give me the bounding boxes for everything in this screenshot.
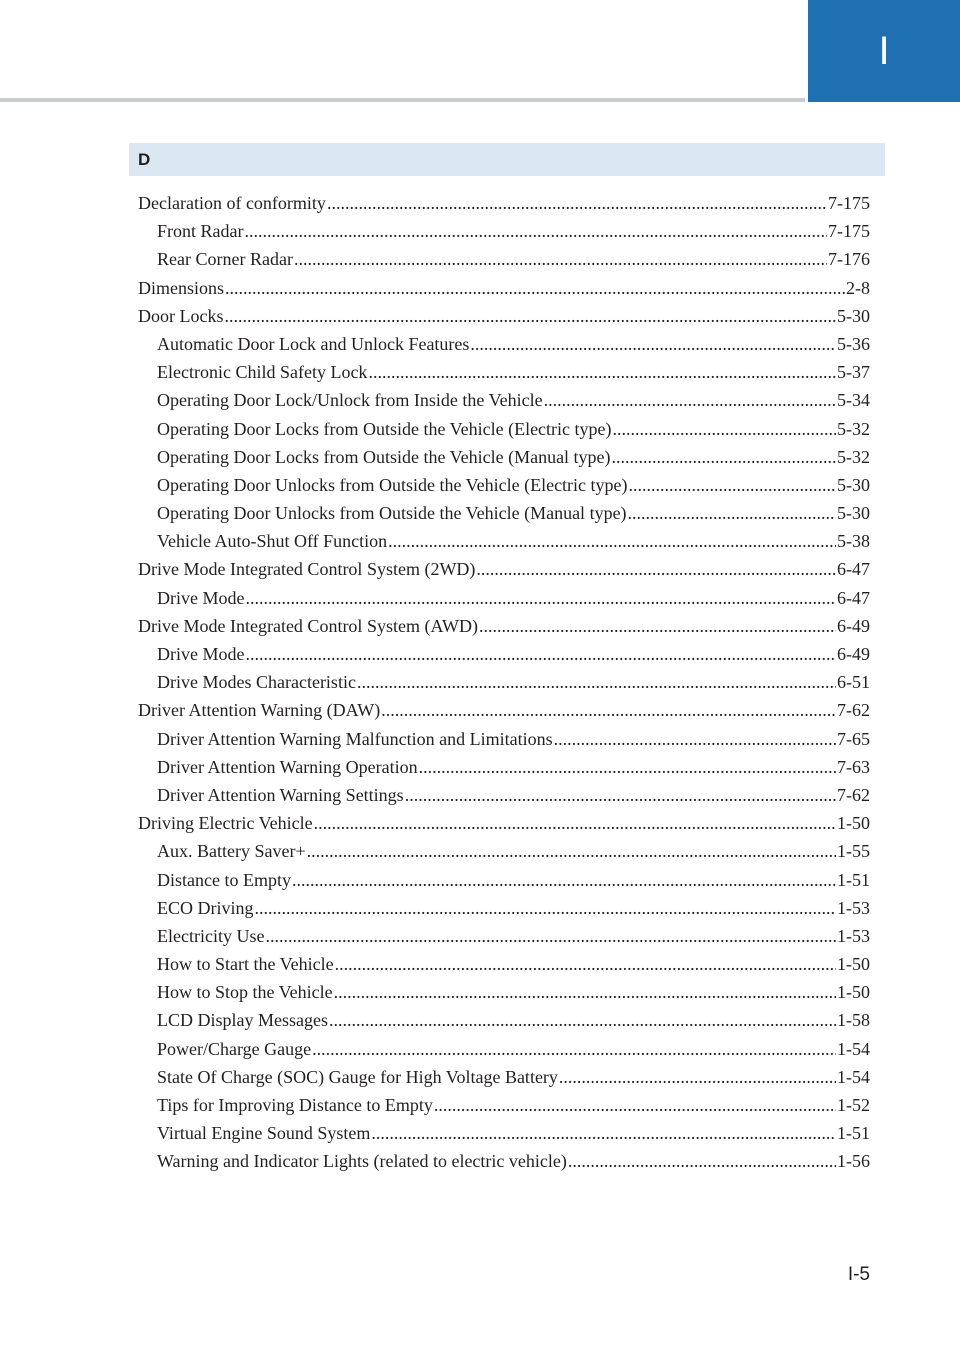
entry-page: 5-34 <box>837 390 870 411</box>
dot-leader <box>470 330 836 358</box>
entry-title: Power/Charge Gauge <box>157 1038 312 1059</box>
index-entry[interactable] <box>138 866 870 894</box>
entry-title: Warning and Indicator Lights (related to electric vehicle) <box>157 1151 567 1172</box>
entry-page: 1-54 <box>837 1066 870 1087</box>
dot-leader <box>388 527 836 555</box>
page-number: I-5 <box>847 1264 870 1285</box>
dot-leader <box>629 471 836 499</box>
entry-page: 1-52 <box>837 1095 870 1115</box>
index-entry[interactable] <box>138 274 870 302</box>
entry-page: 5-30 <box>837 305 870 326</box>
entry-title: How to Stop the Vehicle <box>157 982 333 1003</box>
dot-leader <box>224 302 836 330</box>
index-entry[interactable] <box>138 753 870 781</box>
index-entry[interactable] <box>138 894 870 922</box>
dot-leader <box>476 555 836 583</box>
entry-page: 7-62 <box>837 784 870 805</box>
index-entry[interactable] <box>138 1035 870 1063</box>
index-entry[interactable] <box>138 217 870 245</box>
entry-title: Driving Electric Vehicle <box>138 813 313 834</box>
dot-leader <box>554 725 836 753</box>
entry-page: 1-55 <box>837 841 870 862</box>
entry-title: Electricity Use <box>157 925 265 946</box>
entry-title: Virtual Engine Sound System <box>157 1123 371 1144</box>
index-entry[interactable] <box>138 950 870 978</box>
index-entry[interactable] <box>138 443 870 471</box>
index-entry[interactable] <box>138 640 870 668</box>
entry-page: 5-30 <box>837 474 870 495</box>
entry-page: 1-56 <box>837 1151 870 1172</box>
index-entry[interactable] <box>138 725 870 753</box>
entry-title: Drive Mode <box>157 644 245 664</box>
entry-title: Electronic Child Safety Lock <box>157 362 368 383</box>
entry-page: 6-47 <box>837 559 870 580</box>
index-entry[interactable] <box>138 471 870 499</box>
entry-page: 7-65 <box>837 728 870 749</box>
entry-page: 6-51 <box>837 672 870 693</box>
index-entry[interactable] <box>138 1119 870 1147</box>
dot-leader <box>225 274 845 302</box>
entry-title: State Of Charge (SOC) Gauge for High Voltage Battery <box>157 1066 558 1087</box>
entry-title: Door Locks <box>138 305 224 326</box>
entry-page: 5-37 <box>837 362 870 383</box>
entry-page: 6-49 <box>837 644 870 664</box>
entry-page: 2-8 <box>846 277 870 298</box>
dot-leader <box>381 696 836 724</box>
entry-page: 1-53 <box>837 925 870 946</box>
index-entry[interactable] <box>138 584 870 612</box>
entry-title: Aux. Battery Saver+ <box>157 841 306 862</box>
dot-leader <box>292 866 836 894</box>
entry-title: Operating Door Unlocks from Outside the Vehicle (Manual type) <box>157 503 627 524</box>
entry-page: 5-32 <box>837 446 870 467</box>
dot-leader <box>245 584 836 612</box>
index-entry[interactable] <box>138 1147 870 1175</box>
index-entry[interactable] <box>138 1063 870 1091</box>
index-entry[interactable] <box>138 978 870 1006</box>
entry-title: Operating Door Locks from Outside the Vehicle (Manual type) <box>157 446 611 467</box>
entry-title: Vehicle Auto-Shut Off Function <box>157 531 388 552</box>
dot-leader <box>312 1035 836 1063</box>
dot-leader <box>244 217 827 245</box>
dot-leader <box>479 612 836 640</box>
entry-title: Rear Corner Radar <box>157 249 293 270</box>
entry-page: 5-36 <box>837 333 870 354</box>
entry-page: 1-50 <box>837 982 870 1003</box>
index-entry[interactable] <box>138 189 870 217</box>
entry-page: 7-176 <box>828 249 870 270</box>
entry-page: 1-54 <box>837 1038 870 1059</box>
dot-leader <box>255 894 837 922</box>
index-entry[interactable] <box>138 386 870 414</box>
entry-title: Distance to Empty <box>157 869 291 890</box>
index-entry[interactable] <box>138 922 870 950</box>
entry-title: Operating Door Unlocks from Outside the Vehicle (Electric type) <box>157 474 628 495</box>
dot-leader <box>265 922 836 950</box>
dot-leader <box>357 668 836 696</box>
dot-leader <box>307 837 836 865</box>
entry-title: Drive Mode Integrated Control System (2WD) <box>138 559 476 580</box>
dot-leader <box>628 499 836 527</box>
dot-leader <box>434 1091 836 1119</box>
entry-title: Operating Door Lock/Unlock from Inside the Vehicle <box>157 390 543 411</box>
index-entry[interactable] <box>138 330 870 358</box>
dot-leader <box>368 358 836 386</box>
dot-leader <box>544 386 836 414</box>
entry-title: Driver Attention Warning Malfunction and Limitations <box>157 728 553 749</box>
dot-leader <box>559 1063 836 1091</box>
entry-title: Drive Mode Integrated Control System (AWD) <box>138 615 478 636</box>
index-entry[interactable] <box>138 245 870 273</box>
entry-page: 7-175 <box>828 221 870 242</box>
entry-page: 5-38 <box>837 531 870 552</box>
section-header: D <box>129 143 885 176</box>
entry-page: 6-47 <box>837 587 870 608</box>
entry-page: 5-32 <box>837 418 870 439</box>
dot-leader <box>405 781 836 809</box>
header-rule <box>0 98 805 102</box>
dot-leader <box>568 1147 836 1175</box>
dot-leader <box>327 189 827 217</box>
index-entry[interactable] <box>138 781 870 809</box>
index-entry[interactable] <box>138 1006 870 1034</box>
dot-leader <box>371 1119 836 1147</box>
entry-page: 1-50 <box>837 954 870 975</box>
entry-title: Driver Attention Warning (DAW) <box>138 700 381 721</box>
entry-title: Driver Attention Warning Settings <box>157 784 404 805</box>
index-entry[interactable] <box>138 612 870 640</box>
entry-page: 7-63 <box>837 756 870 777</box>
entry-title: Drive Mode <box>157 587 245 608</box>
index-entry[interactable] <box>138 499 870 527</box>
entry-title: Drive Modes Characteristic <box>157 672 356 693</box>
dot-leader <box>612 443 836 471</box>
entry-page: 1-53 <box>837 897 870 918</box>
entry-page: 7-62 <box>837 700 870 721</box>
index-tab: I <box>808 0 960 102</box>
index-entry[interactable] <box>138 1091 870 1119</box>
entry-title: Dimensions <box>138 277 225 298</box>
entry-page: 1-51 <box>837 869 870 890</box>
entry-title: Automatic Door Lock and Unlock Features <box>157 333 470 354</box>
entry-title: LCD Display Messages <box>157 1010 328 1031</box>
entry-page: 5-30 <box>837 503 870 524</box>
entry-title: Tips for Improving Distance to Empty <box>157 1095 433 1115</box>
dot-leader <box>335 950 836 978</box>
entry-page: 1-50 <box>837 813 870 834</box>
dot-leader <box>419 753 836 781</box>
dot-leader <box>294 245 827 273</box>
dot-leader <box>245 640 836 668</box>
index-entry[interactable] <box>138 415 870 443</box>
index-entry[interactable] <box>138 809 870 837</box>
dot-leader <box>329 1006 836 1034</box>
index-entry[interactable] <box>138 668 870 696</box>
index-entry[interactable] <box>138 358 870 386</box>
dot-leader <box>334 978 836 1006</box>
entry-page: 1-51 <box>837 1123 870 1144</box>
dot-leader <box>314 809 836 837</box>
entry-page: 6-49 <box>837 615 870 636</box>
entry-page: 7-175 <box>828 193 870 213</box>
entry-title: ECO Driving <box>157 897 254 918</box>
entry-title: How to Start the Vehicle <box>157 954 334 975</box>
entry-title: Declaration of conformity <box>138 193 326 213</box>
index-entry-list <box>138 189 870 1176</box>
entry-title: Operating Door Locks from Outside the Vehicle (Electric type) <box>157 418 612 439</box>
index-entry[interactable] <box>138 696 870 724</box>
index-entry[interactable] <box>138 555 870 583</box>
dot-leader <box>613 415 836 443</box>
index-entry[interactable] <box>138 302 870 330</box>
entry-page: 1-58 <box>837 1010 870 1031</box>
index-entry[interactable] <box>138 837 870 865</box>
index-entry[interactable] <box>138 527 870 555</box>
entry-title: Driver Attention Warning Operation <box>157 756 418 777</box>
entry-title: Front Radar <box>157 221 244 242</box>
